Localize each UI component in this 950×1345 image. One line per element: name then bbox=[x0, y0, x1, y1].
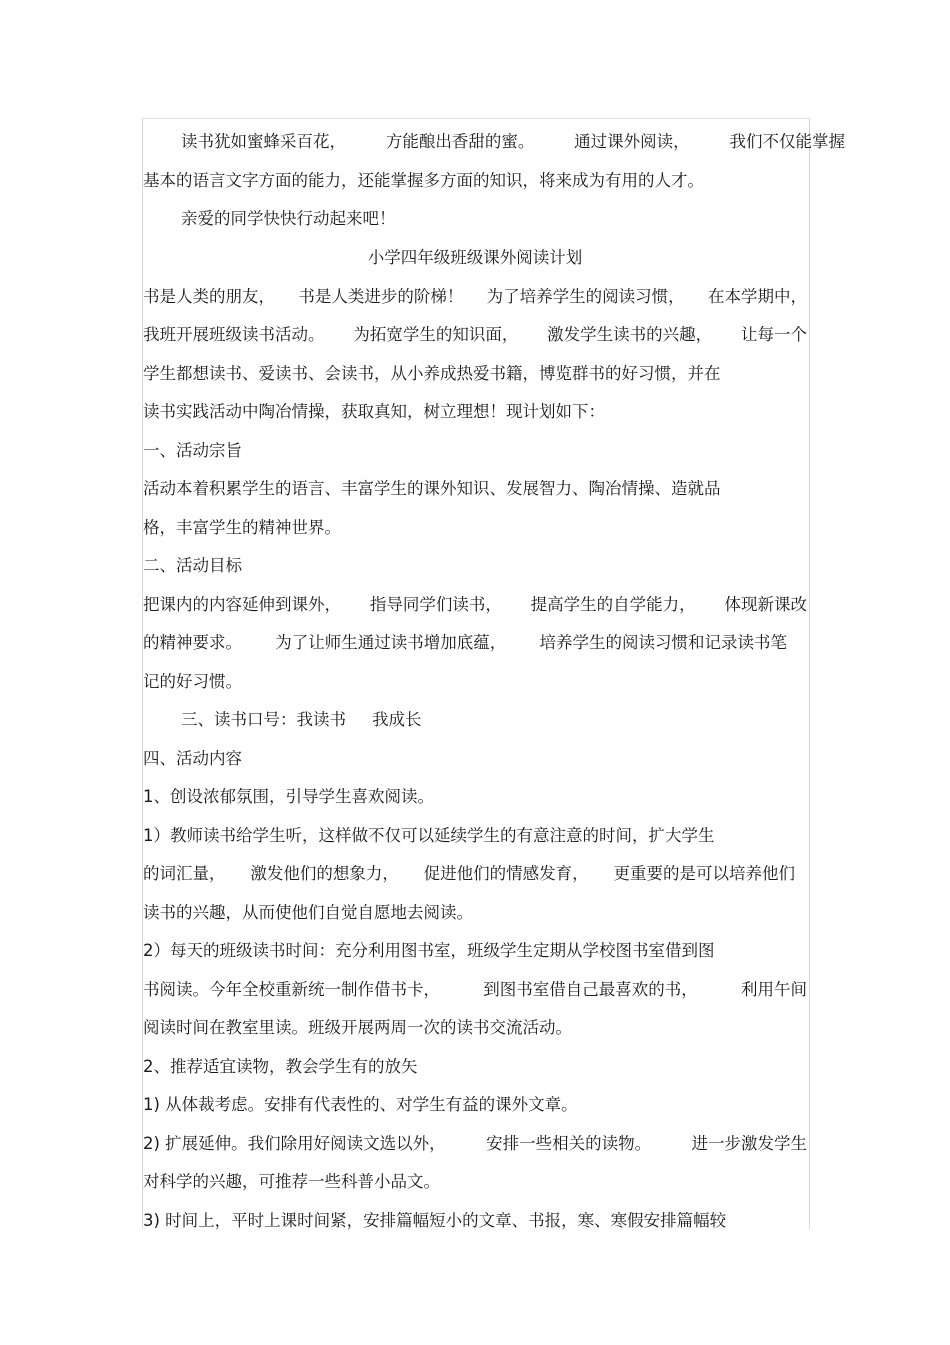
text-segment: 方能酿出香甜的蜜。 bbox=[385, 132, 535, 151]
text-segment: 2) 扩展延伸。我们除用好阅读文选以外， bbox=[143, 1134, 446, 1153]
text-segment: 利用午间 bbox=[741, 980, 807, 999]
text-segment: 我班开展班级读书活动。 bbox=[143, 325, 325, 344]
section-2-line-1 bbox=[143, 594, 807, 616]
slogan-part-1: 三、读书口号：我读书 bbox=[181, 710, 346, 729]
item-2-para-1: 1) 从体裁考虑。安排有代表性的、对学生有益的课外文章。 bbox=[143, 1095, 578, 1114]
text-segment: 为拓宽学生的知识面， bbox=[353, 325, 519, 344]
text-segment: 的精神要求。 bbox=[143, 633, 242, 652]
text-segment: 把课内的内容延伸到课外， bbox=[143, 595, 341, 614]
text-segment: 为了让师生通过读书增加底蕴， bbox=[275, 633, 507, 652]
text-segment: 体现新课改 bbox=[724, 595, 807, 614]
item-1-para-1-line-1: 1）教师读书给学生听，这样做不仅可以延续学生的有意注意的时间，扩大学生 bbox=[143, 826, 715, 845]
text-segment: 的词汇量， bbox=[143, 864, 226, 883]
text-segment: 培养学生的阅读习惯和记录读书笔 bbox=[539, 633, 787, 652]
text-segment: 安排一些相关的读物。 bbox=[486, 1134, 652, 1153]
text-segment: 激发他们的想象力， bbox=[250, 864, 399, 883]
item-1-para-2-line-3: 阅读时间在教室里读。班级开展两周一次的读书交流活动。 bbox=[143, 1018, 572, 1037]
item-1-heading: 1、创设浓郁氛围，引导学生喜欢阅读。 bbox=[143, 787, 434, 806]
text-segment: 促进他们的情感发育， bbox=[423, 864, 589, 883]
section-2-line-2 bbox=[143, 632, 787, 654]
section-2-heading: 二、活动目标 bbox=[143, 556, 242, 575]
intro-line-1 bbox=[143, 131, 845, 153]
section-1-heading: 一、活动宗旨 bbox=[143, 441, 242, 460]
section-1-line-1: 活动本着积累学生的语言、丰富学生的课外知识、发展智力、陶冶情操、造就品 bbox=[143, 479, 721, 498]
preface-line-2 bbox=[143, 324, 807, 346]
item-2-para-2-line-2: 对科学的兴趣，可推荐一些科普小品文。 bbox=[143, 1172, 440, 1191]
text-segment: 为了培养学生的阅读习惯， bbox=[486, 287, 685, 306]
intro-line-3: 亲爱的同学快快行动起来吧！ bbox=[181, 209, 396, 228]
preface-line-4: 读书实践活动中陶冶情操，获取真知，树立理想！现计划如下： bbox=[143, 402, 605, 421]
text-segment: 读书犹如蜜蜂采百花， bbox=[181, 132, 346, 151]
item-1-para-2-line-2 bbox=[143, 979, 807, 1001]
item-2-heading: 2、推荐适宜读物，教会学生有的放矢 bbox=[143, 1057, 418, 1076]
text-segment: 书阅读。今年全校重新统一制作借书卡， bbox=[143, 980, 440, 999]
text-segment: 到图书室借自己最喜欢的书， bbox=[483, 980, 698, 999]
item-1-para-1-line-2 bbox=[143, 863, 795, 885]
slogan-part-2: 我成长 bbox=[372, 710, 422, 729]
text-segment: 通过课外阅读， bbox=[574, 132, 690, 151]
document-title: 小学四年级班级课外阅读计划 bbox=[367, 248, 583, 267]
text-segment: 书是人类的朋友， bbox=[143, 287, 275, 306]
text-segment: 指导同学们读书， bbox=[369, 595, 502, 614]
intro-line-2: 基本的语言文字方面的能力，还能掌握多方面的知识，将来成为有用的人才。 bbox=[143, 171, 704, 190]
preface-line-3: 学生都想读书、爱读书、会读书，从小养成热爱书籍，博览群书的好习惯，并在 bbox=[143, 364, 721, 383]
text-segment: 更重要的是可以培养他们 bbox=[613, 864, 795, 883]
text-segment: 我们不仅能掌握 bbox=[729, 132, 845, 151]
text-segment: 进一步激发学生 bbox=[691, 1134, 807, 1153]
text-segment: 书是人类进步的阶梯！ bbox=[298, 287, 464, 306]
text-segment: 提高学生的自学能力， bbox=[530, 595, 696, 614]
item-1-para-2-line-1: 2）每天的班级读书时间：充分利用图书室，班级学生定期从学校图书室借到图 bbox=[143, 941, 715, 960]
item-1-para-1-line-3: 读书的兴趣，从而使他们自觉自愿地去阅读。 bbox=[143, 903, 473, 922]
item-2-para-2-line-1 bbox=[143, 1133, 807, 1155]
text-segment: 让每一个 bbox=[740, 325, 807, 344]
section-1-line-2: 格，丰富学生的精神世界。 bbox=[143, 518, 341, 537]
preface-line-1 bbox=[143, 286, 807, 308]
section-3-slogan bbox=[143, 709, 845, 731]
text-segment: 在本学期中， bbox=[707, 287, 807, 306]
section-4-heading: 四、活动内容 bbox=[143, 749, 242, 768]
text-segment: 激发学生读书的兴趣， bbox=[547, 325, 713, 344]
item-2-para-3: 3) 时间上，平时上课时间紧，安排篇幅短小的文章、书报，寒、寒假安排篇幅较 bbox=[143, 1211, 727, 1230]
section-2-line-3: 记的好习惯。 bbox=[143, 672, 242, 691]
